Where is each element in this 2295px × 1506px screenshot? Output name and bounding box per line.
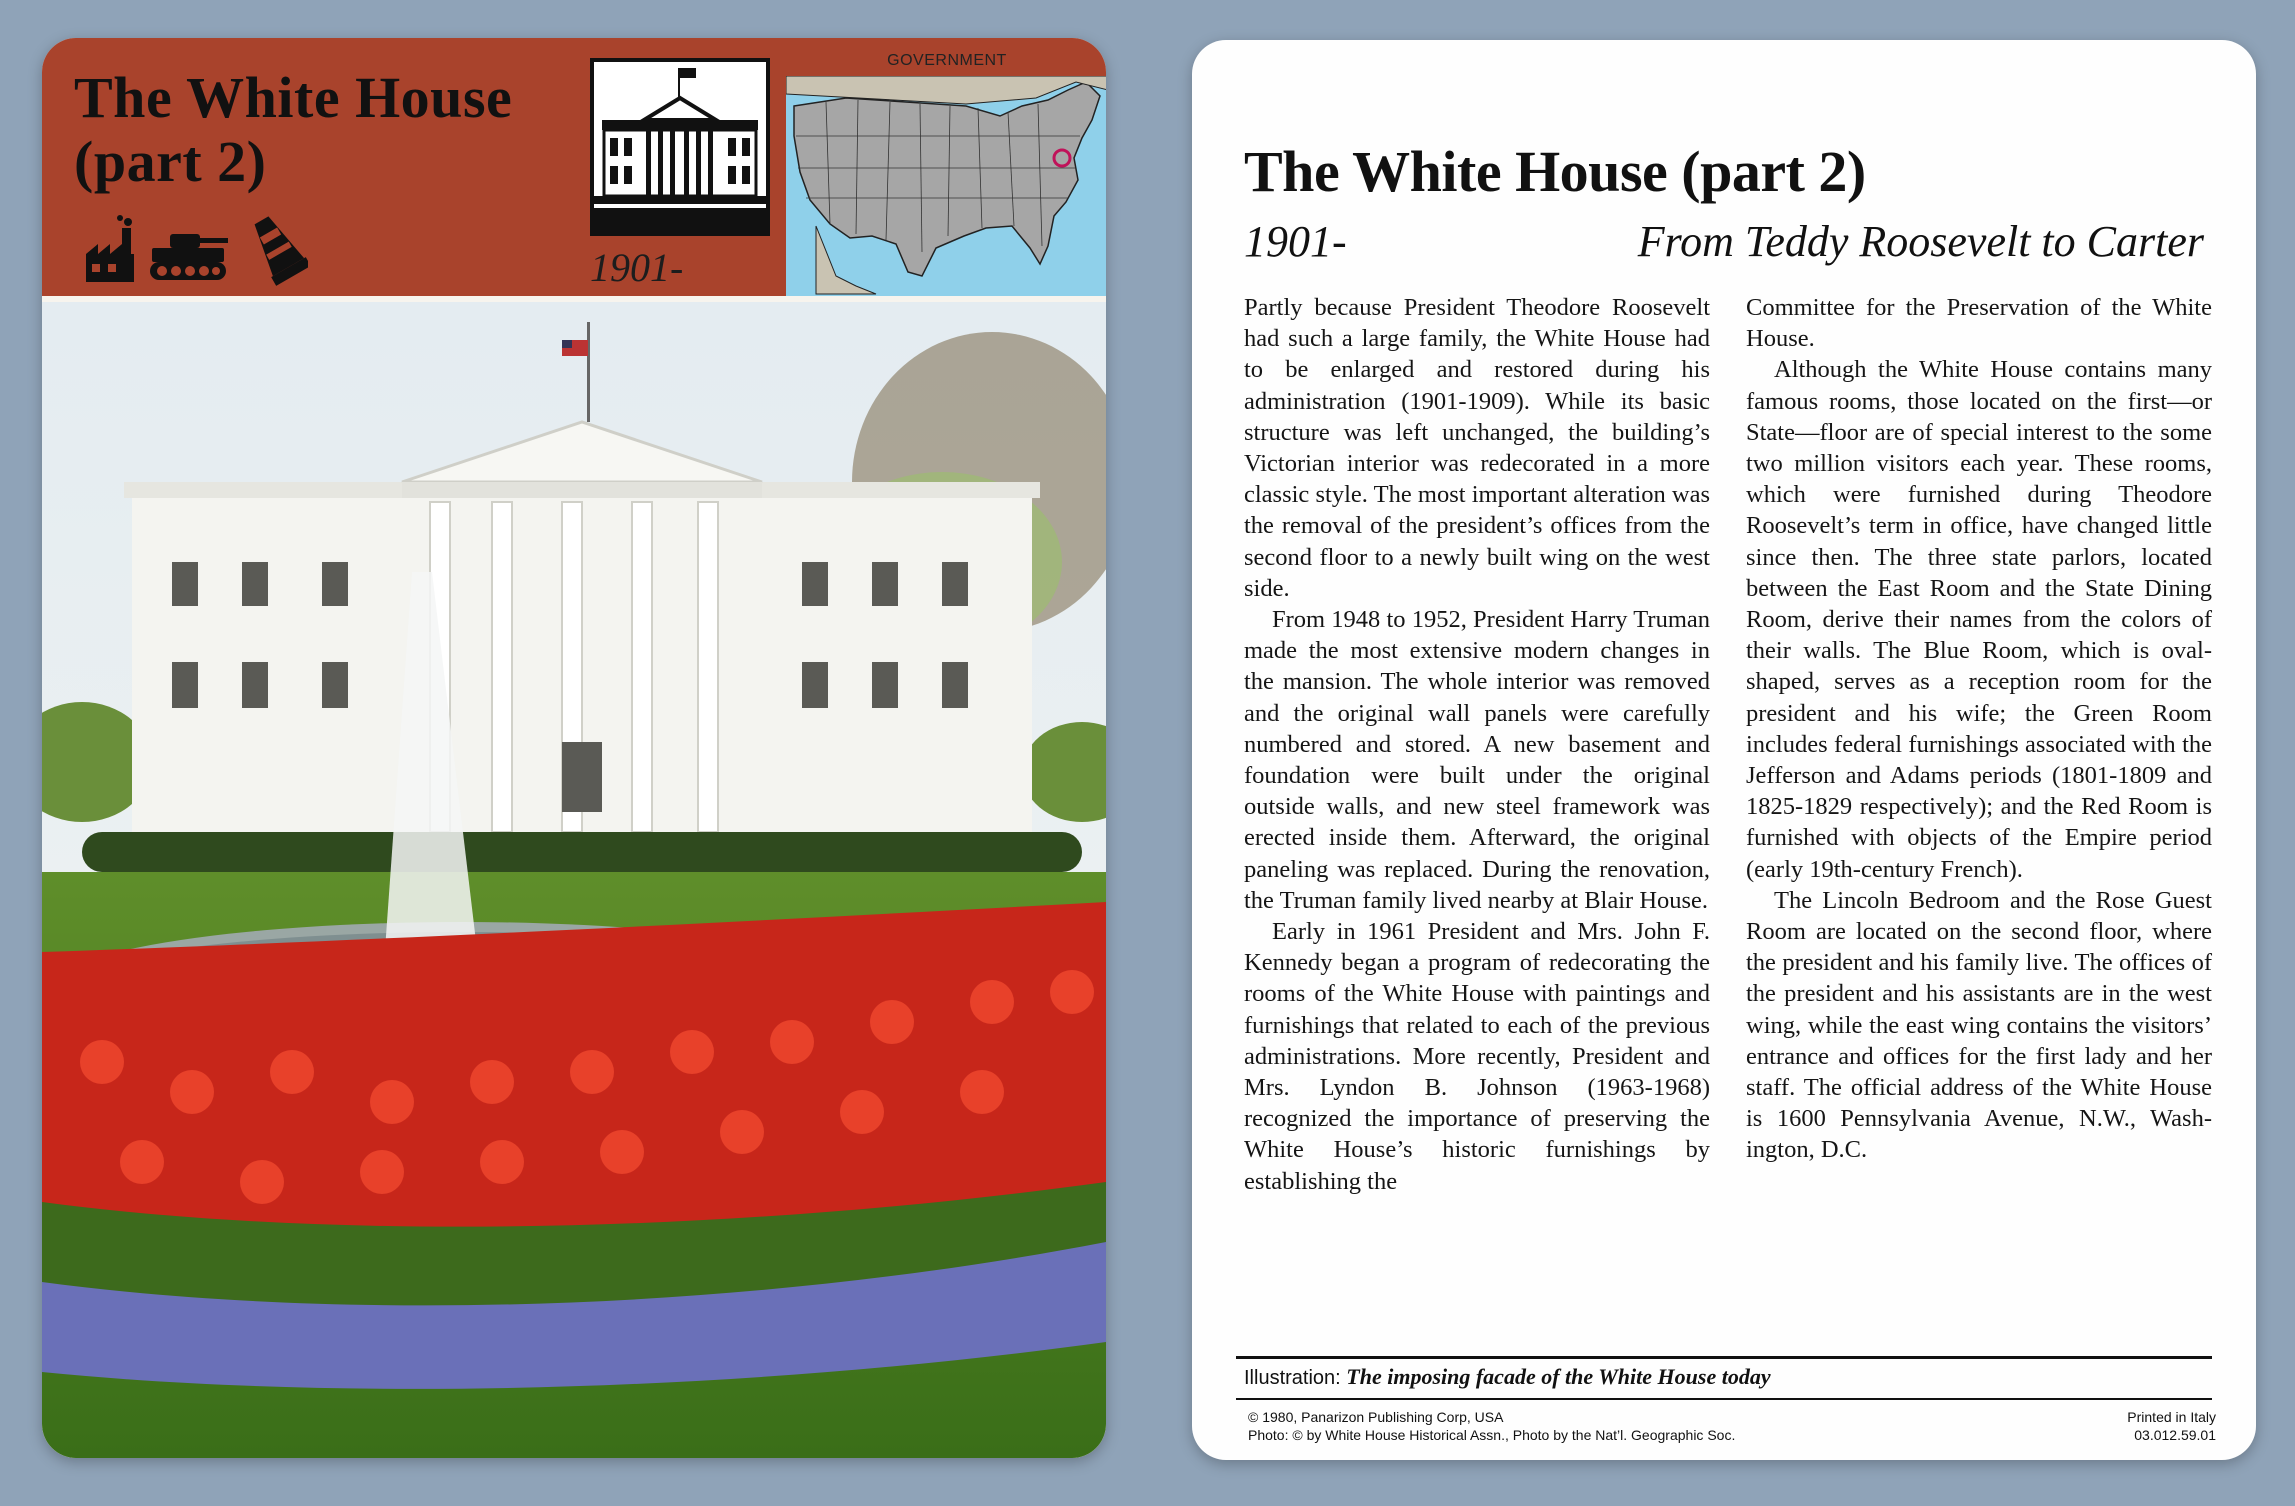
paragraph: The Lincoln Bedroom and the Rose Guest Room are located on the second floor, where the president and his family live. The offices of the president and his assistants are in the west wing, while the east wing contains the visitors’ entrance and offices for the first lady and her staff. The official address of the White House is 1600 Pennsylvania Avenue, N.W., Washington, D.C. — [1746, 886, 2212, 1164]
back-title: The White House (part 2) — [1244, 139, 1866, 204]
print-info — [2016, 1408, 2216, 1444]
paragraph: Committee for the Preservation of the White House. — [1746, 294, 2212, 353]
factory-icon — [82, 214, 138, 284]
paragraph: Although the White House contains many famous rooms, those located on the first—or State—floor are of special interest to the some two million visitors each year. These rooms, which were furnished during Theodore Roosevelt’s term in office, have changed little since then. The three state parlors, located between the East Room and the State Dining Room, derive their names from the colors of their walls. The Blue Room, which is oval-shaped, serves as a reception room for the president and his wife; the Green Room includes federal furnishings associated with the Jefferson and Adams periods (1801-1809 and 1825-1829 respectively); and the Red Room is furnished with objects of the Empire period (early 19th-century French). — [1746, 356, 2212, 883]
illustration-label: Illustration: — [1244, 1367, 1341, 1389]
front-title-line2: (part 2) — [74, 129, 267, 194]
divider — [1236, 1398, 2212, 1400]
illustration-caption — [1244, 1364, 2204, 1390]
paragraph: From 1948 to 1952, President Harry Truman made the most extensive modern changes in the mansion. The whole interior was removed and the original wall panels were carefully numbered and stored. A new basement and foundation were built under the original outside walls, and new steel framework was erected inside them. Afterward, the original paneling was replaced. During the renovation, the Truman family lived nearby at Blair House. — [1244, 606, 1710, 914]
front-title-line1: The White House — [74, 65, 513, 130]
back-subtitle: From Teddy Roosevelt to Carter — [1637, 217, 2204, 266]
white-house-photo — [42, 302, 1106, 1458]
category-label: GOVERNMENT — [887, 52, 1007, 69]
printed-in: Printed in Italy — [2127, 1409, 2216, 1425]
tank-icon — [148, 224, 230, 284]
back-card — [1192, 40, 2256, 1460]
illustration-text: The imposing facade of the White House today — [1346, 1364, 1771, 1389]
front-card — [42, 38, 1106, 1458]
front-header — [42, 38, 1106, 296]
credits — [1248, 1408, 1948, 1444]
paragraph: Early in 1961 President and Mrs. John F. Kennedy began a program of redecorating the rooms of the White House with paintings and furnishings that related to each of the previous administrations. More recently, President and Mrs. Lyndon B. Johnson (1963-1968) recognized the importance of preserving the White House’s historic furnishings by establishing the — [1244, 918, 1710, 1195]
copyright: © 1980, Panarizon Publishing Corp, USA — [1248, 1409, 1504, 1425]
back-year: 1901- — [1244, 217, 1347, 266]
front-year: 1901- — [590, 245, 684, 290]
photo-credit: Photo: © by White House Historical Assn., Photo by the Nat’l. Geographic Soc. — [1248, 1427, 1736, 1443]
card-code: 03.012.59.01 — [2134, 1427, 2216, 1443]
us-map — [786, 76, 1106, 296]
white-house-icon — [590, 58, 770, 236]
paragraph: Partly because President Theodore Roosevelt had such a large family, the White House had to be enlarged and restored during his administration (1901-1909). While its basic structure was left unchanged, the building’s Victorian interior was redecorated in a more classic style. The most important alteration was the removal of the president’s offices from the second floor to a newly built wing on the west side. — [1244, 294, 1710, 602]
space-capsule-icon — [248, 212, 308, 286]
front-title — [74, 66, 614, 194]
right-column — [1746, 292, 2212, 1166]
left-column — [1244, 292, 1710, 1197]
divider — [1236, 1356, 2212, 1359]
